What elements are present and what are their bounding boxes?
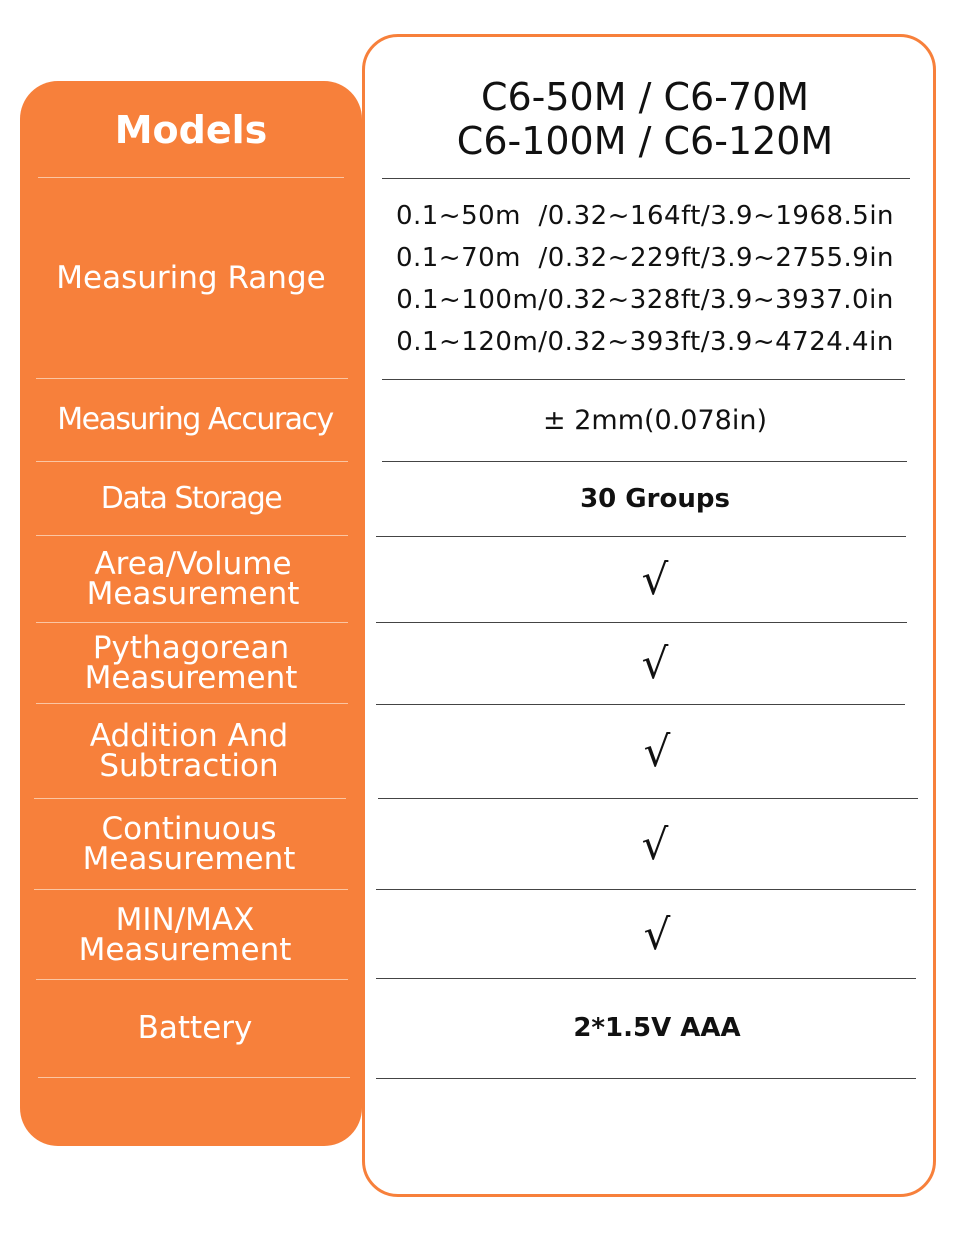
min-max-label-line1: MIN/MAX [115, 901, 255, 938]
area-volume-value [390, 537, 920, 622]
area-volume-label-line2: Measurement [86, 576, 300, 612]
pythagorean-label [20, 623, 362, 703]
data-storage-value: 30 Groups [580, 484, 730, 514]
range-value: 0.1~70m /0.32~229ft/3.9~2755.9in [395, 243, 895, 273]
measuring-range-label: Measuring Range [56, 260, 326, 296]
checkmark-icon: √ [641, 819, 669, 869]
pythagorean-label-line2: Measurement [84, 660, 298, 696]
models-heading: Models [114, 108, 268, 152]
accuracy-value: ± 2mm(0.078in) [543, 404, 767, 436]
checkmark-icon: √ [643, 727, 671, 776]
measuring-accuracy-label: Measuring Accuracy [57, 402, 333, 437]
checkmark-icon: √ [641, 555, 669, 604]
checkmark-icon: √ [641, 639, 669, 688]
measuring-range-values [380, 194, 910, 364]
min-max-label [14, 890, 356, 979]
continuous-label-line2: Measurement [82, 841, 296, 877]
range-value: 0.1~100m/0.32~328ft/3.9~3937.0in [396, 285, 894, 315]
divider [382, 178, 910, 179]
range-value: 0.1~120m/0.32~393ft/3.9~4724.4in [396, 327, 894, 357]
area-volume-label-line1: Area/Volume [94, 546, 292, 582]
model-line-1: C6-50M / C6-70M [480, 75, 810, 119]
min-max-label-line2: Measurement [78, 931, 292, 968]
pythagorean-value [390, 623, 920, 704]
continuous-label-line1: Continuous [101, 811, 277, 847]
area-volume-label [22, 536, 364, 622]
model-line-2: C6-100M / C6-120M [456, 119, 834, 163]
continuous-label [18, 799, 360, 889]
model-names [380, 64, 910, 174]
min-max-value [392, 890, 922, 978]
divider [376, 1078, 916, 1079]
data-storage-label: Data Storage [100, 480, 282, 516]
range-value: 0.1~50m /0.32~164ft/3.9~1968.5in [395, 201, 895, 231]
addition-subtraction-label [18, 704, 360, 798]
battery-label: Battery [137, 1010, 253, 1046]
checkmark-icon: √ [643, 909, 671, 959]
addition-label-line2: Subtraction [99, 748, 279, 784]
addition-value [392, 705, 922, 798]
continuous-value [390, 799, 920, 889]
divider [38, 1077, 350, 1078]
battery-value: 2*1.5V AAA [573, 1013, 741, 1043]
addition-label-line1: Addition And [89, 718, 289, 754]
pythagorean-label-line1: Pythagorean [92, 630, 290, 666]
